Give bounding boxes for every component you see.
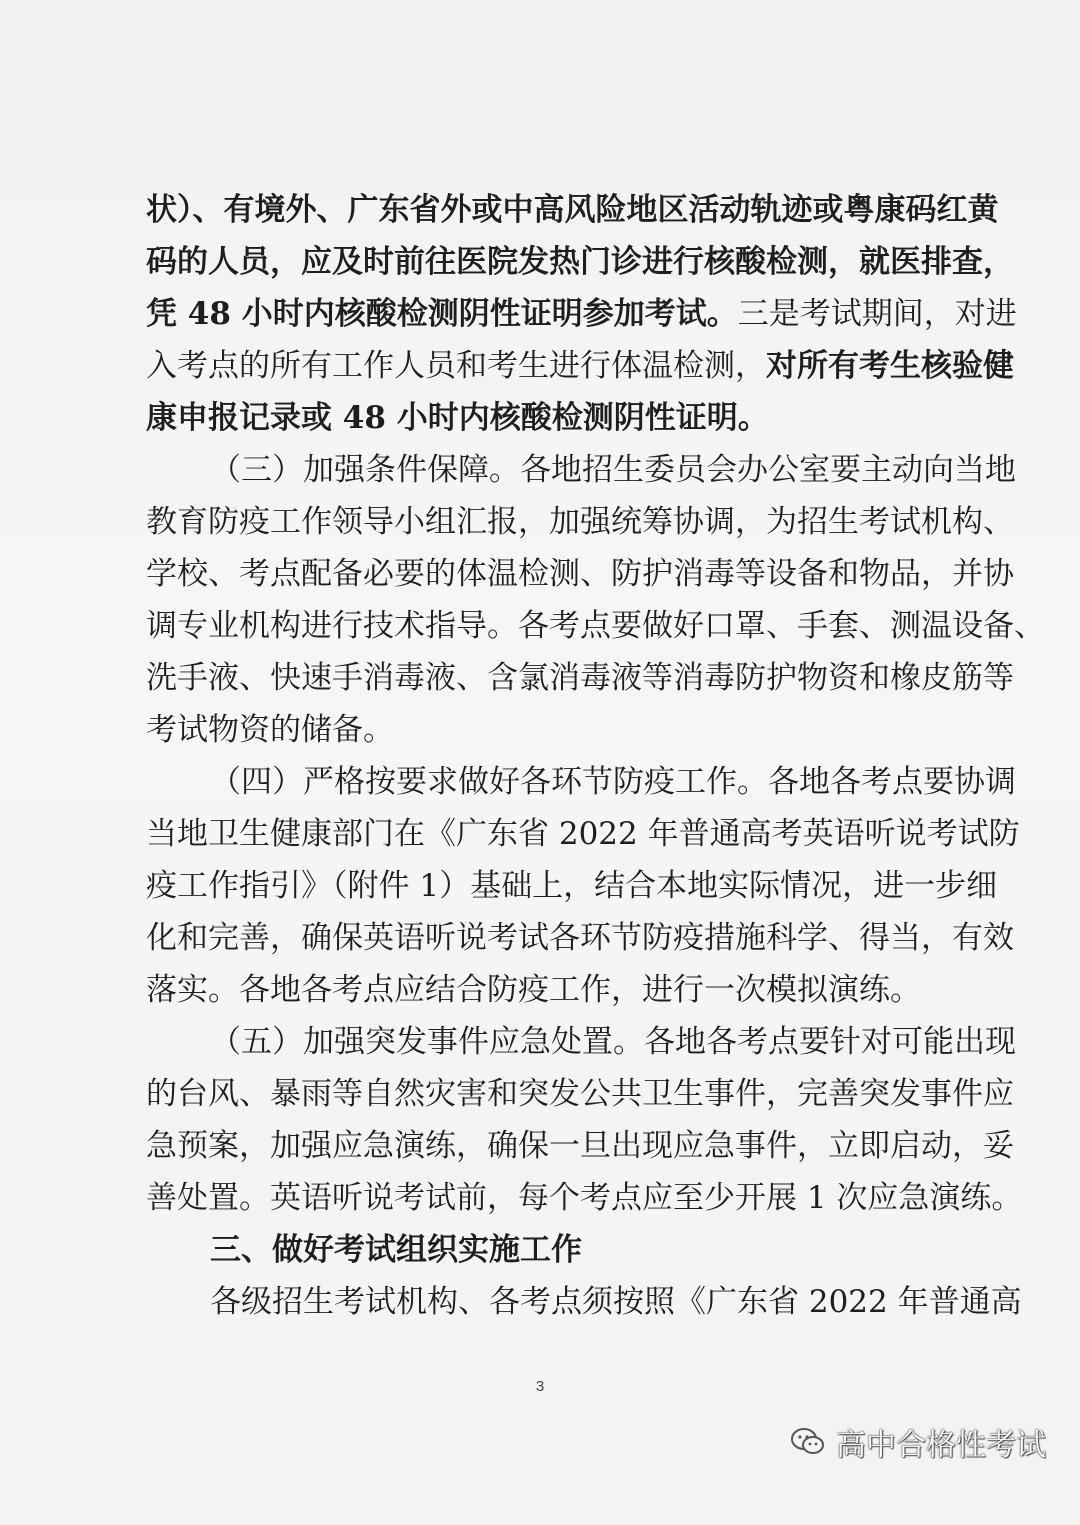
text-line <box>210 1022 1016 1062</box>
text-line <box>146 1178 1023 1218</box>
text-segment: 善处置。英语听说考试前，每个考点应至少开展 1 次应急演练。 <box>146 1180 1023 1216</box>
text-segment: 疫工作指引》（附件 1）基础上，结合本地实际情况，进一步细 <box>146 868 998 904</box>
text-segment: （四）严格按要求做好各环节防疫工作。各地各考点要协调 <box>210 764 1016 800</box>
text-line <box>146 242 1014 282</box>
text-segment: 康申报记录或 48 小时内核酸检测阴性证明。 <box>146 400 769 436</box>
text-line <box>146 502 1014 542</box>
text-segment: 当地卫生健康部门在《广东省 2022 年普通高考英语听说考试防 <box>146 816 1020 852</box>
text-line <box>210 762 1016 802</box>
text-line <box>146 346 1014 386</box>
text-segment: 三、做好考试组织实施工作 <box>210 1232 582 1268</box>
page-number: 3 <box>535 1378 545 1395</box>
text-line <box>210 450 1016 490</box>
text-segment: 落实。各地各考点应结合防疫工作，进行一次模拟演练。 <box>146 972 921 1008</box>
text-segment: 教育防疫工作领导小组汇报，加强统筹协调，为招生考试机构、 <box>146 504 1014 540</box>
section-heading <box>210 1230 582 1270</box>
text-segment: 急预案，加强应急演练，确保一旦出现应急事件，立即启动，妥 <box>146 1128 1014 1164</box>
watermark <box>790 1422 1046 1462</box>
text-segment: （五）加强突发事件应急处置。各地各考点要针对可能出现 <box>210 1024 1016 1060</box>
watermark-text: 高中合格性考试 <box>836 1428 1046 1463</box>
text-segment: 码的人员，应及时前往医院发热门诊进行核酸检测，就医排查， <box>146 244 1014 280</box>
text-segment: 三是考试期间，对进 <box>737 296 1017 332</box>
text-segment: （三）加强条件保障。各地招生委员会办公室要主动向当地 <box>210 452 1016 488</box>
text-line <box>146 918 1014 958</box>
text-segment: 洗手液、快速手消毒液、含氯消毒液等消毒防护物资和橡皮筋等 <box>146 660 1014 696</box>
text-line <box>146 658 1014 698</box>
text-line <box>146 398 769 438</box>
text-line <box>146 190 999 230</box>
text-line <box>146 710 394 750</box>
text-line <box>210 1282 1022 1322</box>
text-line <box>146 814 1020 854</box>
text-segment: 状）、有境外、广东省外或中高风险地区活动轨迹或粤康码红黄 <box>146 192 999 228</box>
text-segment: 调专业机构进行技术指导。各考点要做好口罩、手套、测温设备、 <box>146 608 1045 644</box>
text-segment: 入考点的所有工作人员和考生进行体温检测， <box>146 348 766 384</box>
wechat-icon <box>790 1427 826 1457</box>
text-segment: 学校、考点配备必要的体温检测、防护消毒等设备和物品，并协 <box>146 556 1014 592</box>
text-line <box>146 554 1014 594</box>
text-segment: 化和完善，确保英语听说考试各环节防疫措施科学、得当，有效 <box>146 920 1014 956</box>
text-line <box>146 606 1045 646</box>
text-segment: 考试物资的储备。 <box>146 712 394 748</box>
text-line <box>146 970 921 1010</box>
text-line <box>146 294 1017 334</box>
text-segment: 凭 48 小时内核酸检测阴性证明参加考试。 <box>146 296 738 332</box>
text-segment: 各级招生考试机构、各考点须按照《广东省 2022 年普通高 <box>210 1284 1022 1320</box>
text-line <box>146 1074 1014 1114</box>
text-line <box>146 866 998 906</box>
text-segment: 对所有考生核验健 <box>766 348 1014 384</box>
text-line <box>146 1126 1014 1166</box>
text-segment: 的台风、暴雨等自然灾害和突发公共卫生事件，完善突发事件应 <box>146 1076 1014 1112</box>
